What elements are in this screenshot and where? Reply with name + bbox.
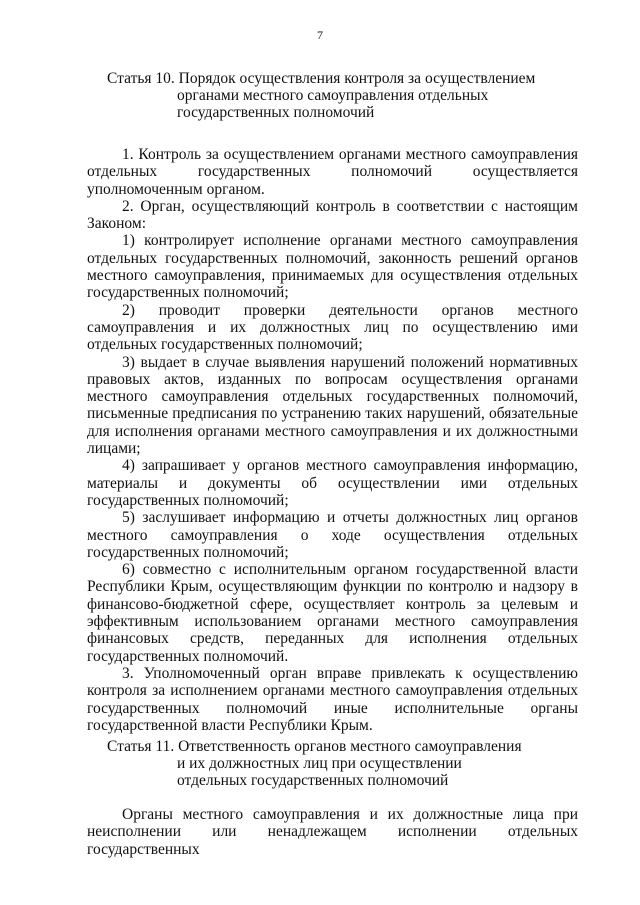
article-10-heading-line: государственных полномочий bbox=[177, 104, 375, 121]
paragraph: Органы местного самоуправления и их должностные лица при неисполнении или ненадлежащем исполнении отдельных государственных bbox=[87, 806, 578, 858]
article-11-heading-line: отдельных государственных полномочий bbox=[177, 772, 449, 789]
list-item: 4) запрашивает у органов местного самоуправления информацию, материалы и документы об осуществлении ими отдельных государственных полномочий; bbox=[87, 457, 578, 509]
article-11-heading-line: Статья 11. Ответственность органов местного самоуправления bbox=[107, 738, 522, 755]
list-item: 1) контролирует исполнение органами местного самоуправления отдельных государственных полномочий, законность решений органов местного самоуправления, принимаемых для осуществления отдельных государственных полномочий; bbox=[87, 232, 578, 302]
list-item: 6) совместно с исполнительным органом государственной власти Республики Крым, осуществляющим функции по контролю и надзору в финансово-бюджетной сфере, осуществляет контроль за целевым и эффективным использованием органами местного самоуправления финансовых средств, переданных для исполнения отдельных государственных полномочий. bbox=[87, 561, 578, 665]
page-number: 7 bbox=[317, 28, 323, 42]
paragraph: 3. Уполномоченный орган вправе привлекать к осуществлению контроля за исполнением органами местного самоуправления отдельных государственных полномочий иные исполнительные органы государственной власти Республики Крым. bbox=[87, 664, 578, 734]
article-11-body bbox=[87, 806, 578, 858]
paragraph: 1. Контроль за осуществлением органами местного самоуправления отдельных государственных полномочий осуществляется уполномоченным органом. bbox=[87, 146, 578, 198]
article-11-heading bbox=[107, 738, 522, 789]
article-10-heading-line: Статья 10. Порядок осуществления контроля за осуществлением bbox=[107, 70, 536, 87]
article-10-heading bbox=[107, 70, 535, 121]
article-10-heading-line: органами местного самоуправления отдельных bbox=[177, 87, 489, 104]
paragraph: 2. Орган, осуществляющий контроль в соответствии с настоящим Законом: bbox=[87, 197, 578, 233]
list-item: 2) проводит проверки деятельности органов местного самоуправления и их должностных лиц по осуществлению ими отдельных государственных полномочий; bbox=[87, 301, 578, 354]
list-item: 5) заслушивает информацию и отчеты должностных лиц органов местного самоуправления о ходе осуществления отдельных государственных полномочий; bbox=[87, 509, 578, 561]
list-item: 3) выдает в случае выявления нарушений положений нормативных правовых актов, изданных по вопросам осуществления органами местного самоуправления отдельных государственных полномочий, письменные предписания по устранению таких нарушений, обязательные для исполнения органами местного самоуправления и их должностными лицами; bbox=[87, 353, 578, 458]
article-10-body bbox=[87, 146, 578, 734]
article-11-heading-line: и их должностных лиц при осуществлении bbox=[177, 755, 462, 772]
